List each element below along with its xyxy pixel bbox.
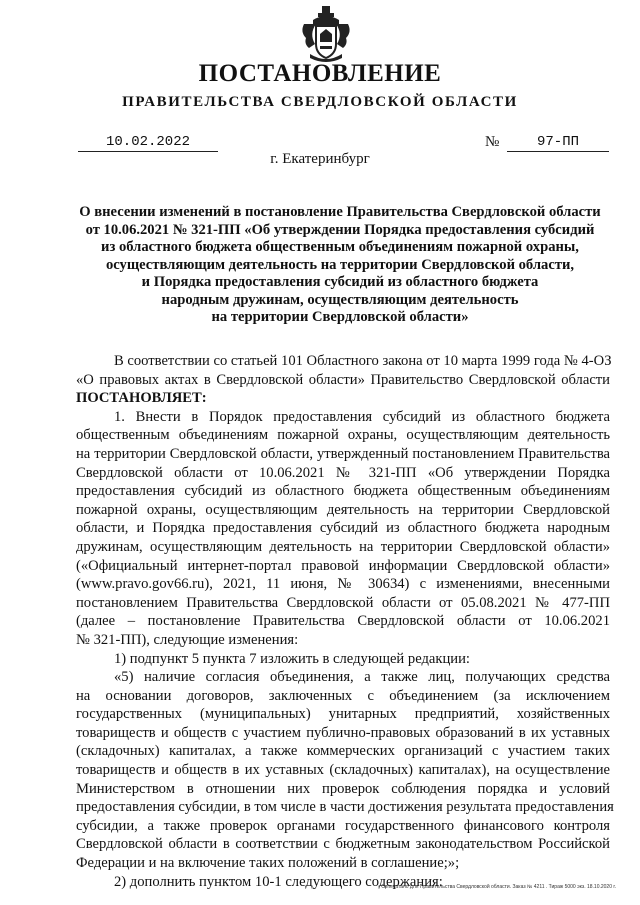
- body-line: В соответствии со статьей 101 Областного закона от 10 марта 1999 года № 4-ОЗ: [114, 353, 612, 369]
- body-line: дружинам, осуществляющим деятельность на территории Свердловской области»: [76, 538, 610, 555]
- document-body: [76, 352, 614, 891]
- number-sign: №: [485, 134, 500, 150]
- body-line: Свердловской области в соответствии с бюджетным законодательством Российской: [76, 836, 610, 853]
- body-line: (www.pravo.gov66.ru), 2021, 11 июня, № 30634) с изменениями, внесенными: [76, 576, 610, 593]
- document-heading: [40, 204, 640, 327]
- body-line: субсидии, а также проверок органами государственного финансового контроля: [76, 817, 610, 834]
- body-line: («Официальный интернет-портал правовой информации Свердловской области»: [76, 557, 610, 574]
- body-line: 1. Внести в Порядок предоставления субсидий из областного бюджета: [114, 408, 610, 425]
- body-line: «О правовых актах в Свердловской области» Правительство Свердловской области: [76, 371, 610, 388]
- body-line: общественным объединениям пожарной охраны, осуществляющим деятельность: [76, 427, 610, 444]
- body-line: Федерации и на включение таких положений в соглашение;»;: [76, 855, 460, 872]
- document-date: 10.02.2022: [78, 134, 218, 152]
- heading-line: от 10.06.2021 № 321-ПП «Об утверждении Порядка предоставления субсидий: [85, 221, 595, 238]
- body-line: 1) подпункт 5 пункта 7 изложить в следующей редакции:: [114, 650, 470, 667]
- body-line: № 321-ПП), следующие изменения:: [76, 631, 299, 648]
- body-line: постановлением Правительства Свердловской области от 05.08.2021 № 477-ПП: [76, 594, 610, 611]
- body-line: Свердловской области от 10.06.2021 № 321-ПП «Об утверждении Порядка: [76, 464, 610, 481]
- body-line: предоставления субсидии, в том числе в части достижения результата предоставления: [76, 799, 614, 816]
- heading-line: О внесении изменений в постановление Правительства Свердловской области: [79, 204, 601, 220]
- body-line: государственных (муниципальных) унитарных предприятий, хозяйственных: [76, 706, 610, 723]
- body-line: предоставления субсидий из областного бюджета общественным объединениям: [76, 483, 610, 500]
- body-line: области, и Порядка предоставления субсидий из областного бюджета народным: [76, 520, 610, 537]
- body-line: товариществ и обществ с участием публично-правовых образований в их уставных: [76, 724, 610, 741]
- resolution-keyword: ПОСТАНОВЛЯЕТ:: [76, 390, 207, 407]
- body-line: пожарной охраны, осуществляющим деятельность на территории Свердловской: [76, 501, 610, 518]
- document-city: г. Екатеринбург: [270, 151, 370, 167]
- body-line: «5) наличие согласия объединения, а также лиц, получающих средства: [114, 669, 610, 686]
- print-footer: Отпечатано для Правительства Свердловской области. Заказ № 4211 . Тираж 5000 экз. 18.10.2020 г.: [381, 884, 616, 890]
- body-line: товариществ и обществ в их уставных (складочных) капиталах), на осуществление: [76, 762, 610, 779]
- document-number: 97-ПП: [507, 134, 609, 152]
- body-line: на территории Свердловской области, утвержденный постановлением Правительства: [76, 445, 610, 462]
- document-issuer: ПРАВИТЕЛЬСТВА СВЕРДЛОВСКОЙ ОБЛАСТИ: [122, 94, 518, 110]
- body-line: на основании договоров, заключенных с объединением (за исключением: [76, 687, 610, 704]
- heading-line: народным дружинам, осуществляющим деятельность: [161, 291, 519, 308]
- heading-line: осуществляющим деятельность на территории Свердловской области,: [105, 256, 575, 273]
- heading-line: из областного бюджета общественным объединениям пожарной охраны,: [101, 239, 579, 255]
- body-line: (складочных) капиталах, а также коммерческих организаций с участием таких: [76, 743, 610, 760]
- heading-line: на территории Свердловской области»: [211, 309, 469, 325]
- body-line: (далее – постановление Правительства Свердловской области от 10.06.2021: [76, 613, 610, 630]
- heading-line: и Порядка предоставления субсидий из областного бюджета: [141, 274, 539, 290]
- body-line: Министерством в отношении них проверок соблюдения порядка и условий: [76, 780, 610, 797]
- coat-of-arms-icon: [296, 4, 356, 64]
- document-title: ПОСТАНОВЛЕНИЕ: [198, 60, 442, 87]
- body-line: 2) дополнить пунктом 10-1 следующего содержания:: [114, 873, 443, 890]
